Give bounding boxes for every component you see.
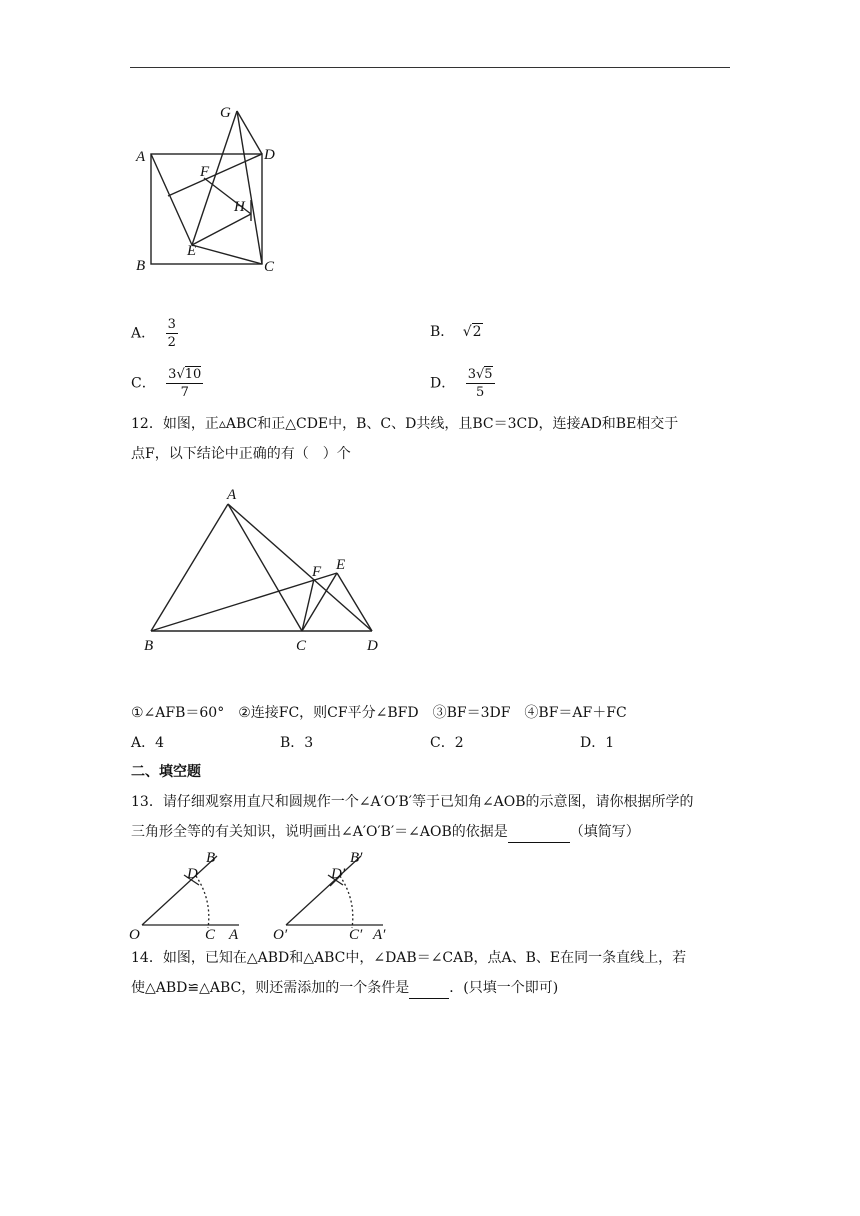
label-D-prime: D′	[331, 866, 346, 882]
label-C-prime: C′	[349, 927, 363, 943]
answer-blank	[508, 822, 570, 843]
label-G: G	[220, 105, 231, 121]
label-A-prime: A′	[373, 927, 386, 943]
label-A: A	[136, 149, 146, 165]
q11-option-d: D． $\frac{3√5}{5}$	[430, 367, 493, 400]
q11-option-a: A． $\frac{3}{2}$	[131, 317, 176, 350]
figure-triangles	[140, 484, 390, 656]
section-heading: 二、填空题	[131, 764, 201, 780]
figure-angle-left	[126, 848, 256, 944]
label-H: H	[234, 199, 245, 215]
label-D: D	[367, 638, 378, 654]
label-E: E	[187, 243, 197, 259]
q12-line1: 12．如图，正▵ABC和正△CDE中，B、C、D共线，且BC＝3CD，连接AD和BE相交于	[131, 416, 679, 432]
label-B: B	[144, 638, 154, 654]
label-A: A	[229, 927, 239, 943]
label-D: D	[187, 866, 198, 882]
q14-line2: 使△ABD≌△ABC，则还需添加的一个条件是 ．(只填一个即可)	[131, 978, 558, 999]
q14-line1: 14．如图，已知在△ABD和△ABC中，∠DAB＝∠CAB，点A、B、E在同一条直线上，若	[131, 950, 687, 966]
q12-option-b: B．3	[280, 735, 314, 751]
figure-angle-right	[270, 848, 400, 944]
label-C: C	[205, 927, 216, 943]
figure-square	[120, 98, 290, 278]
q11-option-c: C． $\frac{3√10}{7}$	[131, 367, 202, 400]
q12-line2: 点F，以下结论中正确的有（ ）个	[131, 446, 351, 462]
q13-line2: 三角形全等的有关知识，说明画出∠A′O′B′＝∠AOB的依据是 （填简写）	[131, 822, 640, 843]
label-D: D	[264, 147, 275, 163]
header-rule	[130, 67, 730, 68]
label-F: F	[312, 564, 322, 580]
label-F: F	[200, 164, 210, 180]
label-B: B	[206, 850, 216, 866]
label-B: B	[136, 258, 146, 274]
q13-line1: 13．请仔细观察用直尺和圆规作一个∠A′O′B′等于已知角∠AOB的示意图，请你根据所学的	[131, 794, 694, 810]
label-O: O	[129, 927, 140, 943]
q12-conclusions: ①∠AFB＝60° ②连接FC，则CF平分∠BFD ③BF＝3DF ④BF＝AF＋FC	[131, 705, 627, 721]
label-O-prime: O′	[273, 927, 288, 943]
q12-option-d: D．1	[580, 735, 615, 751]
label-A: A	[227, 487, 237, 503]
q12-option-a: A．4	[131, 735, 165, 751]
label-C: C	[296, 638, 307, 654]
answer-blank	[409, 978, 449, 999]
q12-option-c: C．2	[430, 735, 464, 751]
label-E: E	[336, 557, 346, 573]
label-C: C	[264, 259, 275, 275]
label-B-prime: B′	[350, 850, 363, 866]
q11-option-b: B． √2	[430, 324, 482, 340]
